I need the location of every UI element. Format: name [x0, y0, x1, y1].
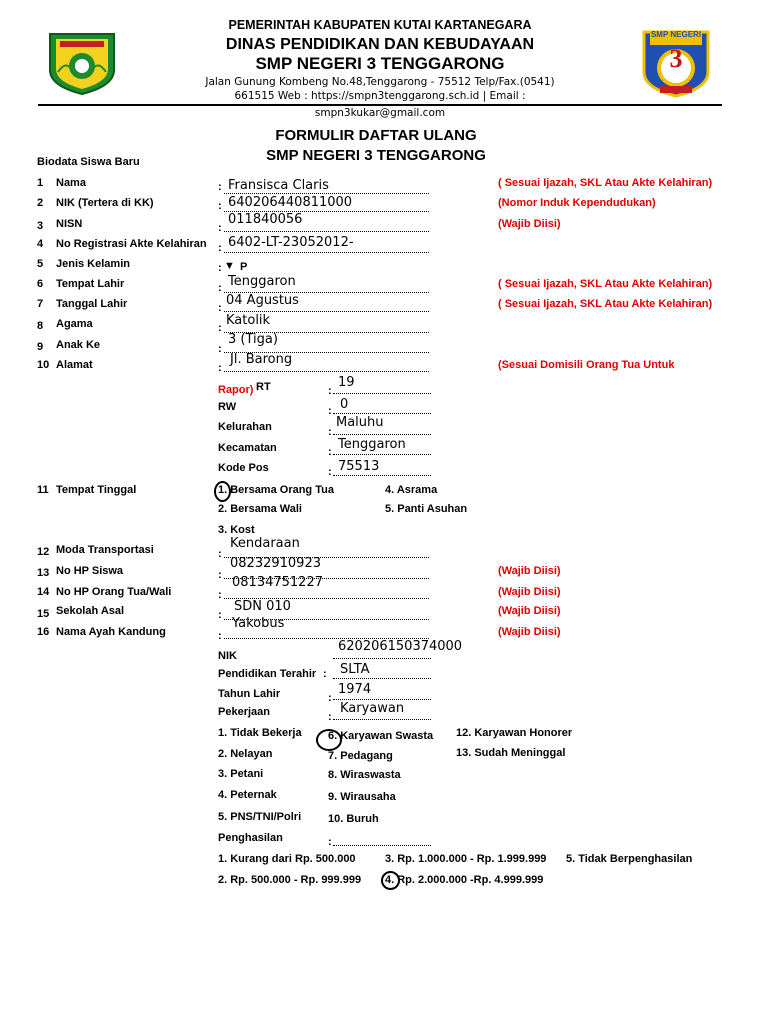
- tinggal-option-5[interactable]: 5. Panti Asuhan: [385, 503, 468, 515]
- row-label: NISN: [56, 218, 83, 230]
- colon: :: [328, 836, 332, 848]
- pekerjaan-value[interactable]: Karyawan: [340, 701, 405, 716]
- colon: :: [218, 589, 222, 601]
- kecamatan-value[interactable]: Tenggaron: [338, 437, 406, 452]
- row-note: (Wajib Diisi): [498, 586, 561, 598]
- dotted-line: [333, 475, 431, 476]
- colon: :: [328, 466, 332, 478]
- tinggal-option-2[interactable]: 2. Bersama Wali: [218, 503, 302, 515]
- kodepos-value[interactable]: 75513: [338, 459, 380, 474]
- gender-value[interactable]: P: [240, 261, 248, 273]
- header-line3: SMP NEGERI 3 TENGGARONG: [255, 54, 505, 73]
- nik-ayah-value[interactable]: 620206150374000: [338, 639, 463, 654]
- job-9[interactable]: 9. Wirausaha: [328, 791, 396, 803]
- colon: :: [218, 630, 222, 642]
- row-label: Agama: [56, 318, 93, 330]
- form-title2: SMP NEGERI 3 TENGGARONG: [266, 147, 486, 164]
- anak-ke-value[interactable]: 3 (Tiga): [228, 332, 278, 347]
- income-5[interactable]: 5. Tidak Berpenghasilan: [566, 853, 693, 865]
- section-title: Biodata Siswa Baru: [37, 156, 140, 168]
- row-label: Nama Ayah Kandung: [56, 626, 166, 638]
- tahun-lahir-label: Tahun Lahir: [218, 688, 281, 700]
- kelurahan-label: Kelurahan: [218, 421, 272, 433]
- dotted-line: [333, 719, 431, 720]
- row-label: Sekolah Asal: [56, 605, 125, 617]
- header-line2: DINAS PENDIDIKAN DAN KEBUDAYAAN: [225, 36, 535, 53]
- sekolah-asal-value[interactable]: SDN 010: [234, 599, 291, 614]
- colon: :: [218, 181, 222, 193]
- row-label: Tanggal Lahir: [56, 298, 128, 310]
- selection-circle: [381, 871, 400, 890]
- row-label: No HP Orang Tua/Wali: [56, 586, 172, 598]
- job-6[interactable]: 6. Karyawan Swasta: [328, 730, 434, 742]
- rapor-note: Rapor): [218, 384, 254, 396]
- dotted-line: [333, 699, 431, 700]
- dotted-line: [224, 371, 429, 372]
- row-no: 5: [37, 258, 44, 270]
- dotted-line: [333, 454, 431, 455]
- job-13[interactable]: 13. Sudah Meninggal: [456, 747, 566, 759]
- colon: :: [218, 322, 222, 334]
- colon: :: [218, 569, 222, 581]
- colon: :: [328, 426, 332, 438]
- job-7[interactable]: 7. Pedagang: [328, 750, 393, 762]
- rt-value[interactable]: 19: [338, 375, 355, 390]
- row-no: 1: [37, 177, 44, 189]
- alamat-value[interactable]: Jl. Barong: [230, 352, 293, 367]
- row-no: 8: [37, 320, 44, 332]
- selection-circle: [316, 729, 342, 751]
- school-logo-text: SMP NEGERI: [650, 30, 702, 39]
- row-no: 16: [37, 626, 50, 638]
- row-no: 2: [37, 197, 44, 209]
- colon: :: [323, 668, 327, 680]
- row-note: ( Sesuai Ijazah, SKL Atau Akte Kelahiran): [498, 177, 713, 189]
- job-1[interactable]: 1. Tidak Bekerja: [218, 727, 302, 739]
- dotted-line: [224, 231, 429, 232]
- header-line1: PEMERINTAH KABUPATEN KUTAI KARTANEGARA: [228, 18, 532, 32]
- job-4[interactable]: 4. Peternak: [218, 789, 277, 801]
- tinggal-option-4[interactable]: 4. Asrama: [385, 484, 438, 496]
- header-address2: 661515 Web : https://smpn3tenggarong.sch.id | Email :: [234, 90, 526, 102]
- colon: :: [328, 692, 332, 704]
- hp-siswa-value[interactable]: 08232910923: [230, 556, 321, 571]
- row-label: Tempat Tinggal: [56, 484, 137, 496]
- colon: :: [218, 302, 222, 314]
- job-8[interactable]: 8. Wiraswasta: [328, 769, 401, 781]
- kelurahan-value[interactable]: Maluhu: [336, 415, 384, 430]
- school-logo-number: 3: [669, 44, 683, 73]
- colon: :: [218, 609, 222, 621]
- dotted-line: [224, 193, 429, 194]
- row-no: 12: [37, 546, 50, 558]
- job-12[interactable]: 12. Karyawan Honorer: [456, 727, 573, 739]
- checkmark-icon: ▼: [224, 260, 235, 272]
- nik-ayah-label: NIK: [218, 650, 237, 662]
- row-no: 4: [37, 238, 44, 250]
- colon: :: [328, 446, 332, 458]
- row-no: 11: [37, 484, 49, 496]
- akte-value[interactable]: 6402-LT-23052012-: [228, 235, 354, 250]
- dotted-line: [333, 658, 431, 659]
- header-address1: Jalan Gunung Kombeng No.48,Tenggarong - 75512 Telp/Fax.(0541): [205, 76, 555, 88]
- row-label: No HP Siswa: [56, 565, 124, 577]
- nisn-value[interactable]: 011840056: [228, 212, 303, 227]
- selection-circle: [214, 481, 231, 502]
- row-no: 3: [37, 220, 44, 232]
- nama-ayah-value[interactable]: Yakobus: [232, 616, 285, 631]
- colon: :: [218, 222, 222, 234]
- pendidikan-value[interactable]: SLTA: [340, 662, 370, 677]
- tempat-lahir-value[interactable]: Tenggaron: [228, 274, 296, 289]
- pekerjaan-label: Pekerjaan: [218, 706, 270, 718]
- dotted-line: [333, 434, 431, 435]
- row-no: 7: [37, 298, 44, 310]
- colon: :: [328, 711, 332, 723]
- colon: :: [328, 405, 332, 417]
- penghasilan-label: Penghasilan: [218, 832, 283, 844]
- row-label: Jenis Kelamin: [56, 258, 130, 270]
- rw-value[interactable]: 0: [340, 397, 349, 412]
- tinggal-option-1[interactable]: 1. Bersama Orang Tua: [218, 484, 334, 496]
- dotted-line: [224, 252, 429, 253]
- dotted-line: [333, 678, 431, 679]
- rw-label: RW: [218, 401, 237, 413]
- row-label: NIK (Tertera di KK): [56, 197, 154, 209]
- colon: :: [218, 548, 222, 560]
- colon: :: [218, 262, 222, 274]
- colon: :: [218, 242, 222, 254]
- income-2[interactable]: 2. Rp. 500.000 - Rp. 999.999: [218, 874, 362, 886]
- header-divider: [38, 104, 722, 106]
- row-no: 10: [37, 359, 50, 371]
- dotted-line: [333, 413, 431, 414]
- row-label: Alamat: [56, 359, 93, 371]
- job-10[interactable]: 10. Buruh: [328, 813, 379, 825]
- row-note: ( Sesuai Ijazah, SKL Atau Akte Kelahiran): [498, 298, 713, 310]
- agama-value[interactable]: Katolik: [226, 313, 271, 328]
- tinggal-option-3[interactable]: 3. Kost: [218, 524, 255, 536]
- row-label: No Registrasi Akte Kelahiran: [56, 238, 207, 250]
- row-label: Anak Ke: [56, 339, 101, 351]
- row-note: (Sesuai Domisili Orang Tua Untuk: [498, 359, 675, 371]
- header-address3: smpn3kukar@gmail.com: [314, 107, 446, 119]
- colon: :: [218, 343, 222, 355]
- colon: :: [218, 362, 222, 374]
- kecamatan-label: Kecamatan: [218, 442, 277, 454]
- hp-ortu-value[interactable]: 08134751227: [232, 575, 323, 590]
- tanggal-lahir-value[interactable]: 04 Agustus: [226, 293, 299, 308]
- income-1[interactable]: 1. Kurang dari Rp. 500.000: [218, 853, 356, 865]
- pendidikan-label: Pendidikan Terahir: [218, 668, 317, 680]
- income-4[interactable]: 4. Rp. 2.000.000 -Rp. 4.999.999: [385, 874, 544, 886]
- job-3[interactable]: 3. Petani: [218, 768, 264, 780]
- tahun-lahir-value[interactable]: 1974: [338, 682, 372, 697]
- job-5[interactable]: 5. PNS/TNI/Polri: [218, 811, 302, 823]
- rt-label: RT: [256, 381, 271, 393]
- row-no: 14: [37, 586, 50, 598]
- transport-value[interactable]: Kendaraan: [230, 536, 300, 551]
- row-note: (Wajib Diisi): [498, 565, 561, 577]
- row-note: (Nomor Induk Kependudukan): [498, 197, 656, 209]
- row-label: Tempat Lahir: [56, 278, 125, 290]
- job-2[interactable]: 2. Nelayan: [218, 748, 273, 760]
- dotted-line: [224, 311, 429, 312]
- row-no: 6: [37, 278, 44, 290]
- row-note: (Wajib Diisi): [498, 605, 561, 617]
- row-note: ( Sesuai Ijazah, SKL Atau Akte Kelahiran): [498, 278, 713, 290]
- row-note: (Wajib Diisi): [498, 218, 561, 230]
- colon: :: [218, 282, 222, 294]
- row-label: Moda Transportasi: [56, 544, 154, 556]
- colon: :: [328, 385, 332, 397]
- dotted-line: [333, 393, 431, 394]
- income-3[interactable]: 3. Rp. 1.000.000 - Rp. 1.999.999: [385, 853, 547, 865]
- row-note: (Wajib Diisi): [498, 626, 561, 638]
- nik-value[interactable]: 640206440811000: [228, 195, 353, 210]
- nama-value[interactable]: Fransisca Claris: [228, 178, 329, 193]
- row-label: Nama: [56, 177, 86, 189]
- row-no: 9: [37, 341, 44, 353]
- row-no: 13: [37, 567, 50, 579]
- kodepos-label: Kode Pos: [218, 462, 269, 474]
- form-title1: FORMULIR DAFTAR ULANG: [275, 127, 477, 144]
- row-no: 15: [37, 608, 50, 620]
- dotted-line: [333, 845, 431, 846]
- colon: :: [218, 200, 222, 212]
